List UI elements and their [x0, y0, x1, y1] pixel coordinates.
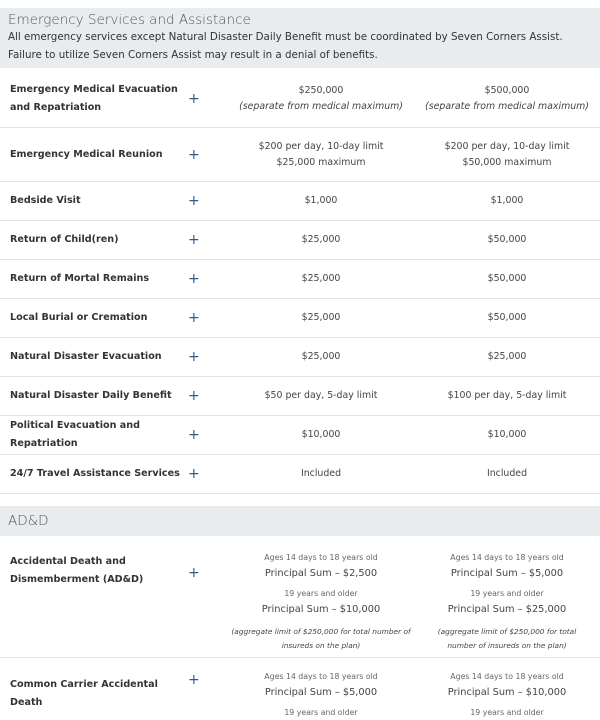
benefit-label: 24/7 Travel Assistance Services	[10, 468, 180, 479]
plan-2-value	[424, 271, 590, 287]
benefit-row	[0, 182, 600, 221]
age-group: 19 years and older	[284, 708, 358, 717]
plan-2-value	[424, 232, 590, 248]
benefit-value: Included	[300, 468, 342, 479]
plan-1-value	[218, 388, 424, 404]
aggregate-note: (aggregate limit of $250,000 for total number of insureds on the plan)	[231, 627, 411, 650]
expand-plus-icon[interactable]: +	[188, 466, 200, 482]
benefit-row	[0, 377, 600, 416]
expand-plus-icon[interactable]: +	[188, 349, 200, 365]
expand-plus-icon[interactable]: +	[188, 310, 200, 326]
benefit-label: Common Carrier Accidental Death	[10, 679, 158, 708]
benefit-note: $25,000 maximum	[276, 156, 366, 168]
benefit-row	[0, 260, 600, 299]
section-title: AD&D	[8, 513, 49, 529]
principal-sum: Principal Sum – $10,000	[447, 687, 567, 698]
benefit-label: Emergency Medical Evacuation and Repatriation	[10, 84, 178, 113]
benefit-value: $25,000	[487, 351, 527, 362]
expand-plus-icon[interactable]: +	[188, 146, 200, 163]
benefit-row	[0, 416, 600, 455]
plan-value	[424, 658, 590, 720]
plan-1-value	[218, 349, 424, 365]
benefit-note: $50,000 maximum	[462, 156, 552, 168]
section-header-add	[0, 506, 600, 539]
section-header-emergency	[0, 8, 600, 71]
plan-1-value	[218, 310, 424, 326]
benefit-value: Included	[486, 468, 528, 479]
benefit-value: $25,000	[301, 351, 341, 362]
benefit-row	[0, 128, 600, 182]
benefit-value: $1,000	[490, 195, 524, 206]
age-group: Ages 14 days to 18 years old	[264, 553, 378, 562]
benefit-value: $50,000	[487, 312, 527, 323]
expand-plus-icon[interactable]: +	[188, 232, 200, 248]
benefit-value: $50,000	[487, 234, 527, 245]
principal-sum: Principal Sum – $2,500	[264, 568, 378, 579]
expand-plus-icon[interactable]: +	[188, 271, 200, 287]
principal-sum: Principal Sum – $5,000	[450, 568, 564, 579]
benefit-label: Return of Mortal Remains	[10, 273, 150, 284]
plan-1-value	[218, 271, 424, 287]
section-description: All emergency services except Natural Disaster Daily Benefit must be coordinated by Seven Corners Assist. Failure to utilize Seven Corners Assist may result in a denial of benefits.	[8, 31, 563, 61]
benefit-value: $10,000	[487, 429, 527, 440]
expand-plus-icon[interactable]: +	[188, 565, 200, 581]
benefit-value: $50 per day, 5-day limit	[264, 390, 378, 401]
benefit-row	[0, 455, 600, 494]
plan-2-value	[424, 466, 590, 482]
benefit-note: (separate from medical maximum)	[239, 101, 403, 112]
plan-1-value	[218, 466, 424, 482]
plan-2-value	[424, 388, 590, 404]
benefit-value: $200 per day, 10-day limit	[258, 140, 384, 152]
benefit-row	[0, 221, 600, 260]
benefit-note: (separate from medical maximum)	[425, 101, 589, 112]
benefit-row	[0, 71, 600, 128]
benefit-value: $200 per day, 10-day limit	[444, 140, 570, 152]
principal-sum: Principal Sum – $5,000	[264, 687, 378, 698]
plan-1-value	[218, 83, 424, 115]
age-group: Ages 14 days to 18 years old	[450, 553, 564, 562]
plan-value	[218, 539, 424, 653]
plan-2-value	[424, 83, 590, 115]
plan-2-value	[424, 427, 590, 443]
benefit-label: Natural Disaster Daily Benefit	[10, 390, 172, 401]
expand-plus-icon[interactable]: +	[188, 672, 200, 688]
benefit-value: $25,000	[301, 312, 341, 323]
benefit-value: $250,000	[298, 85, 344, 96]
benefit-label: Emergency Medical Reunion	[10, 148, 163, 160]
expand-plus-icon[interactable]: +	[188, 193, 200, 209]
benefit-value: $50,000	[487, 273, 527, 284]
benefit-value: $500,000	[484, 85, 530, 96]
plan-1-value	[218, 139, 424, 171]
benefit-label: Return of Child(ren)	[10, 234, 119, 245]
age-group: 19 years and older	[470, 589, 544, 598]
plan-value	[424, 539, 590, 653]
benefit-value: $10,000	[301, 429, 341, 440]
benefit-value: $1,000	[304, 195, 338, 206]
benefit-label: Political Evacuation and Repatriation	[10, 420, 140, 449]
benefit-row	[0, 338, 600, 377]
benefit-row	[0, 539, 600, 658]
plan-2-value	[424, 193, 590, 209]
plan-2-value	[424, 349, 590, 365]
expand-plus-icon[interactable]: +	[188, 388, 200, 404]
expand-plus-icon[interactable]: +	[188, 91, 200, 107]
plan-1-value	[218, 193, 424, 209]
benefit-label: Natural Disaster Evacuation	[10, 351, 162, 362]
age-group: Ages 14 days to 18 years old	[264, 672, 378, 681]
plan-2-value	[424, 139, 590, 171]
age-group: 19 years and older	[284, 589, 358, 598]
expand-plus-icon[interactable]: +	[188, 427, 200, 443]
benefit-value: $25,000	[301, 273, 341, 284]
aggregate-note: (aggregate limit of $250,000 for total number of insureds on the plan)	[437, 627, 577, 650]
benefit-value: $25,000	[301, 234, 341, 245]
plan-1-value	[218, 232, 424, 248]
benefit-label: Local Burial or Cremation	[10, 312, 148, 323]
benefit-label: Bedside Visit	[10, 195, 81, 206]
plan-value	[218, 658, 424, 720]
benefit-value: $100 per day, 5-day limit	[447, 390, 567, 401]
age-group: Ages 14 days to 18 years old	[450, 672, 564, 681]
benefit-label: Accidental Death and Dismemberment (AD&D)	[10, 556, 144, 585]
section-title: Emergency Services and Assistance	[8, 12, 251, 28]
benefit-row	[0, 658, 600, 718]
age-group: 19 years and older	[470, 708, 544, 717]
plan-1-value	[218, 427, 424, 443]
plan-2-value	[424, 310, 590, 326]
principal-sum: Principal Sum – $10,000	[261, 604, 381, 615]
principal-sum: Principal Sum – $25,000	[447, 604, 567, 615]
benefit-row	[0, 299, 600, 338]
